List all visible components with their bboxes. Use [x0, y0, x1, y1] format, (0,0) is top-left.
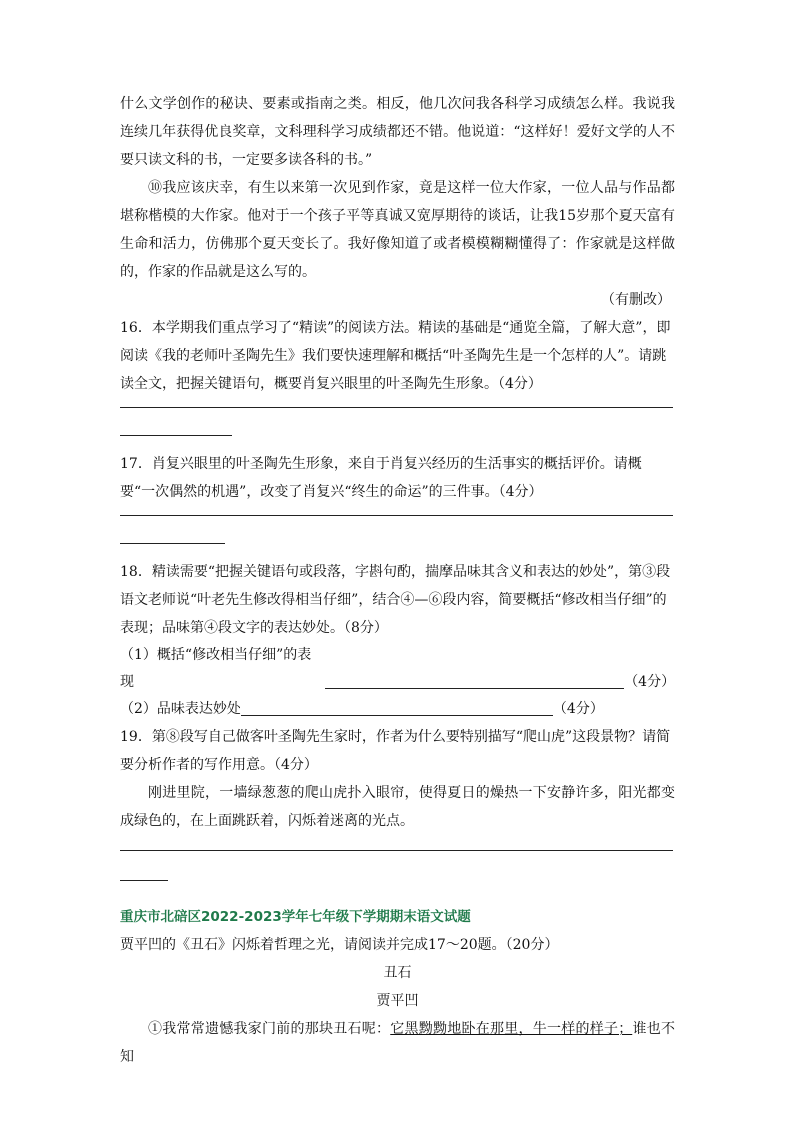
question-18-1-score: （4分） — [624, 674, 676, 690]
question-18-2-score: （4分） — [552, 701, 604, 717]
source-heading: 重庆市北碚区2022-2023学年七年级下学期期末语文试题 — [120, 909, 471, 925]
article-paragraph-1 — [120, 1015, 675, 1071]
question-18-2-label: （2）品味表达妙处 — [120, 701, 241, 717]
answer-line-19[interactable] — [120, 849, 673, 851]
exam-page — [120, 90, 675, 1071]
article-title: 丑石 — [383, 965, 412, 981]
answer-line-16[interactable] — [120, 406, 673, 408]
question-18-2 — [120, 696, 675, 723]
passage-paragraph-10: ⑩我应该庆幸，有生以来第一次见到作家，竟是这样一位大作家，一位人品与作品都堪称楷模的大作家。他对于一个孩子平等真诚又宽厚期待的谈话，让我15岁那个夏天富有生命和活力，仿佛那个夏天变长了。我好像知道了或者模模糊糊懂得了：作家就是这样做的，作家的作品就是这么写的。 — [120, 180, 675, 280]
article-paragraph-1-tail: 谁也不知 — [120, 1021, 675, 1065]
question-19-quote: 刚进里院，一墙绿葱葱的爬山虎扑入眼帘，使得夏日的燥热一下安静许多，阳光都变成绿色的，在上面跳跃着，闪烁着迷离的光点。 — [120, 785, 675, 829]
edit-note: （有删改） — [601, 292, 671, 308]
passage-paragraph: 什么文学创作的秘诀、要素或指南之类。相反，他几次问我各科学习成绩怎么样。我说我连续几年获得优良奖章，文科理科学习成绩都还不错。他说道：“这样好！爱好文学的人不要只读文科的书，一定要多读各科的书。” — [120, 96, 675, 168]
answer-line-17[interactable] — [120, 514, 673, 516]
underlined-sentence: 它黑黝黝地卧在那里，牛一样的样子； — [390, 1021, 633, 1037]
answer-blank-18-2[interactable] — [241, 701, 553, 716]
answer-blank-18-1[interactable] — [325, 674, 624, 689]
article-author: 贾平凹 — [376, 993, 419, 1009]
question-19: 19．第⑧段写自己做客叶圣陶先生家时，作者为什么要特别描写“爬山虎”这段景物？请简要分析作者的写作用意。（4分） — [120, 729, 671, 773]
question-16: 16．本学期我们重点学习了“精读”的阅读方法。精读的基础是“通览全篇，了解大意”，即阅读《我的老师叶圣陶先生》我们要快速理解和概括“叶圣陶先生是一个怎样的人”。请跳读全文，把握关键语句，概要肖复兴眼里的叶圣陶先生形象。（4分） — [120, 320, 671, 392]
question-17: 17．肖复兴眼里的叶圣陶先生形象，来自于肖复兴经历的生活事实的概括评价。请概要“一次偶然的机遇”，改变了肖复兴“终生的命运”的三件事。（4分） — [120, 456, 642, 500]
question-18-1 — [120, 642, 675, 696]
question-18-1-label: （1）概括“修改相当仔细”的表现 — [120, 647, 312, 690]
article-paragraph-1-start: ①我常常遗憾我家门前的那块丑石呢： — [148, 1021, 391, 1037]
question-18: 18．精读需要“把握关键语句或段落，字斟句酌，揣摩品味其含义和表达的妙处”，第③段语文老师说“叶老先生修改得相当仔细”，结合④—⑥段内容，简要概括“修改相当仔细”的表现；品味第④段文字的表达妙处。（8分） — [120, 564, 671, 636]
reading-intro: 贾平凹的《丑石》闪烁着哲理之光，请阅读并完成17～20题。（20分） — [120, 937, 559, 953]
